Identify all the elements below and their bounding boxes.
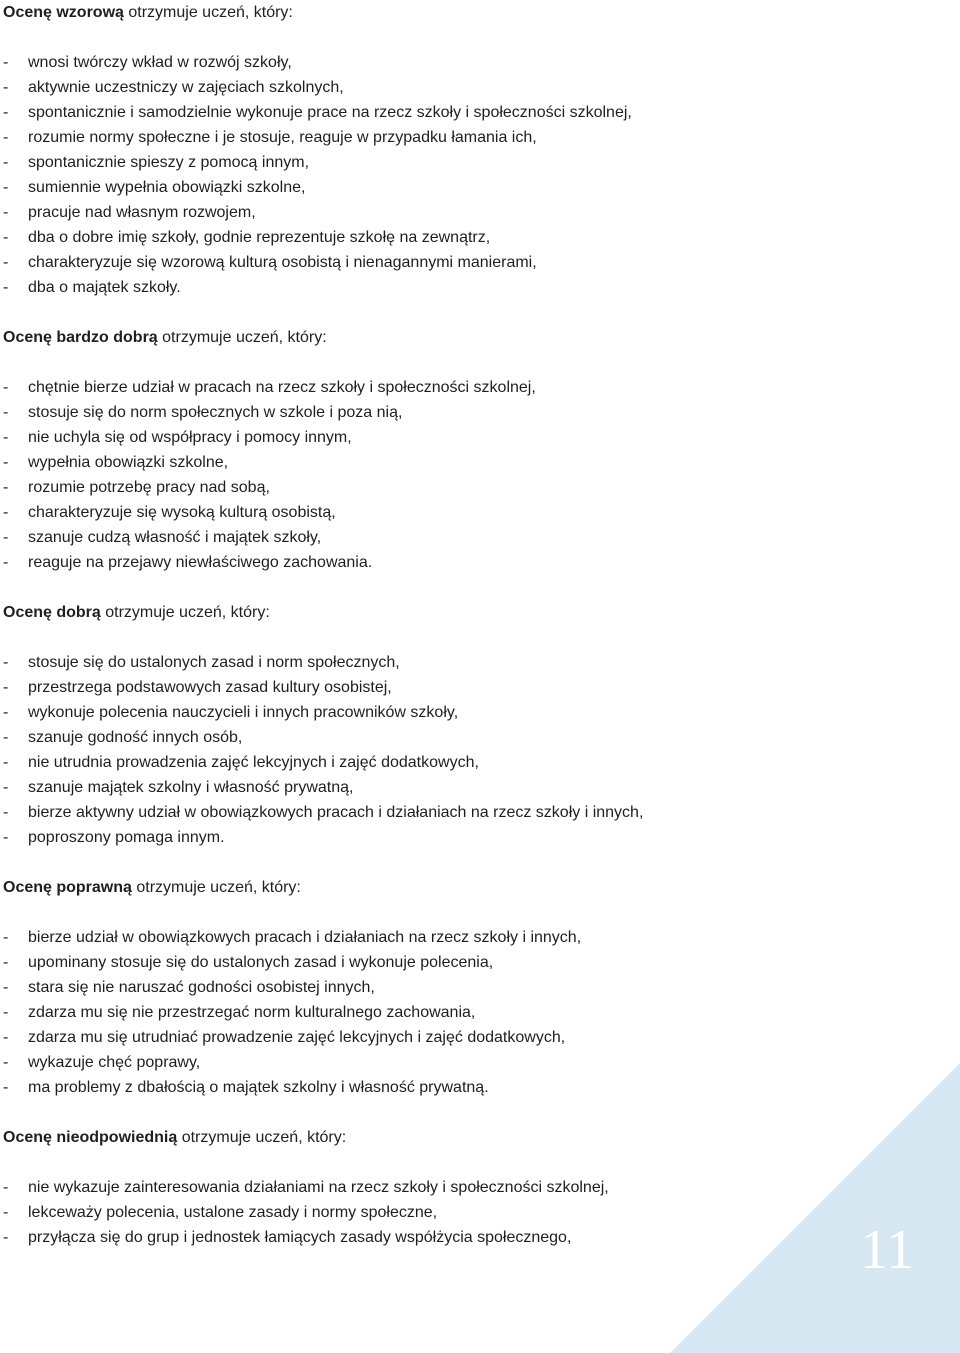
- dash-bullet: -: [3, 1029, 9, 1046]
- list-item-text: poproszony pomaga innym.: [28, 829, 225, 846]
- dash-bullet: -: [3, 1179, 9, 1196]
- list-item: [3, 75, 943, 100]
- dash-bullet: -: [3, 804, 9, 821]
- list-item: [3, 1000, 943, 1025]
- list-item: [3, 950, 943, 975]
- dash-bullet: -: [3, 504, 9, 521]
- criteria-list: [3, 1175, 943, 1250]
- list-item-text: zdarza mu się nie przestrzegać norm kulturalnego zachowania,: [28, 1004, 476, 1021]
- list-item: [3, 1050, 943, 1075]
- list-item: [3, 400, 943, 425]
- list-item-text: reaguje na przejawy niewłaściwego zachowania.: [28, 554, 373, 571]
- list-item: [3, 425, 943, 450]
- spacer: [3, 900, 943, 925]
- criteria-list: [3, 50, 943, 300]
- list-item: [3, 225, 943, 250]
- list-item: [3, 550, 943, 575]
- list-item: [3, 975, 943, 1000]
- grade-section: [3, 1125, 943, 1250]
- dash-bullet: -: [3, 129, 9, 146]
- dash-bullet: -: [3, 679, 9, 696]
- list-item-text: zdarza mu się utrudniać prowadzenie zajęć lekcyjnych i zajęć dodatkowych,: [28, 1029, 566, 1046]
- list-item: [3, 1225, 943, 1250]
- list-item-text: dba o majątek szkoły.: [28, 279, 181, 296]
- list-item: [3, 650, 943, 675]
- list-item-text: spontanicznie spieszy z pomocą innym,: [28, 154, 310, 171]
- list-item: [3, 825, 943, 850]
- dash-bullet: -: [3, 154, 9, 171]
- dash-bullet: -: [3, 104, 9, 121]
- list-item: [3, 250, 943, 275]
- list-item-text: wypełnia obowiązki szkolne,: [28, 454, 229, 471]
- list-item: [3, 1025, 943, 1050]
- list-item-text: bierze udział w obowiązkowych pracach i działaniach na rzecz szkoły i innych,: [28, 929, 582, 946]
- dash-bullet: -: [3, 229, 9, 246]
- list-item-text: rozumie normy społeczne i je stosuje, reaguje w przypadku łamania ich,: [28, 129, 537, 146]
- list-item-text: bierze aktywny udział w obowiązkowych pracach i działaniach na rzecz szkoły i innych,: [28, 804, 644, 821]
- grade-name: Ocenę bardzo dobrą: [3, 329, 158, 346]
- dash-bullet: -: [3, 1054, 9, 1071]
- list-item-text: nie utrudnia prowadzenia zajęć lekcyjnych i zajęć dodatkowych,: [28, 754, 479, 771]
- spacer: [3, 350, 943, 375]
- list-item: [3, 100, 943, 125]
- section-heading: [3, 600, 943, 625]
- grade-name: Ocenę wzorową: [3, 4, 124, 21]
- list-item-text: spontanicznie i samodzielnie wykonuje prace na rzecz szkoły i społeczności szkolnej,: [28, 104, 632, 121]
- grade-name: Ocenę dobrą: [3, 604, 101, 621]
- criteria-list: [3, 375, 943, 575]
- list-item-text: nie uchyla się od współpracy i pomocy innym,: [28, 429, 352, 446]
- heading-text: otrzymuje uczeń, który:: [177, 1129, 347, 1146]
- dash-bullet: -: [3, 754, 9, 771]
- list-item-text: upominany stosuje się do ustalonych zasad i wykonuje polecenia,: [28, 954, 494, 971]
- list-item-text: dba o dobre imię szkoły, godnie reprezentuje szkołę na zewnątrz,: [28, 229, 491, 246]
- dash-bullet: -: [3, 829, 9, 846]
- list-item: [3, 525, 943, 550]
- dash-bullet: -: [3, 54, 9, 71]
- list-item: [3, 125, 943, 150]
- list-item-text: wykazuje chęć poprawy,: [28, 1054, 201, 1071]
- dash-bullet: -: [3, 729, 9, 746]
- dash-bullet: -: [3, 704, 9, 721]
- list-item-text: ma problemy z dbałością o majątek szkolny i własność prywatną.: [28, 1079, 489, 1096]
- list-item: [3, 800, 943, 825]
- dash-bullet: -: [3, 929, 9, 946]
- list-item: [3, 150, 943, 175]
- spacer: [3, 850, 943, 875]
- dash-bullet: -: [3, 429, 9, 446]
- list-item-text: przyłącza się do grup i jednostek łamiących zasady współżycia społecznego,: [28, 1229, 572, 1246]
- list-item-text: aktywnie uczestniczy w zajęciach szkolnych,: [28, 79, 344, 96]
- dash-bullet: -: [3, 654, 9, 671]
- list-item: [3, 1075, 943, 1100]
- list-item-text: rozumie potrzebę pracy nad sobą,: [28, 479, 270, 496]
- list-item: [3, 200, 943, 225]
- grade-section: [3, 0, 943, 325]
- list-item-text: wnosi twórczy wkład w rozwój szkoły,: [28, 54, 292, 71]
- grade-section: [3, 600, 943, 875]
- criteria-list: [3, 650, 943, 850]
- list-item: [3, 500, 943, 525]
- list-item: [3, 175, 943, 200]
- list-item: [3, 725, 943, 750]
- heading-text: otrzymuje uczeń, który:: [123, 4, 293, 21]
- list-item: [3, 1175, 943, 1200]
- dash-bullet: -: [3, 179, 9, 196]
- list-item-text: nie wykazuje zainteresowania działaniami na rzecz szkoły i społeczności szkolnej,: [28, 1179, 609, 1196]
- grade-section: [3, 875, 943, 1125]
- dash-bullet: -: [3, 1204, 9, 1221]
- list-item-text: przestrzega podstawowych zasad kultury osobistej,: [28, 679, 392, 696]
- dash-bullet: -: [3, 979, 9, 996]
- spacer: [3, 1100, 943, 1125]
- list-item: [3, 750, 943, 775]
- heading-text: otrzymuje uczeń, który:: [131, 879, 301, 896]
- list-item-text: szanuje majątek szkolny i własność prywatną,: [28, 779, 354, 796]
- list-item: [3, 50, 943, 75]
- list-item-text: charakteryzuje się wzorową kulturą osobistą i nienagannymi manierami,: [28, 254, 537, 271]
- list-item-text: wykonuje polecenia nauczycieli i innych pracowników szkoły,: [28, 704, 459, 721]
- dash-bullet: -: [3, 79, 9, 96]
- spacer: [3, 1150, 943, 1175]
- list-item-text: szanuje cudzą własność i majątek szkoły,: [28, 529, 322, 546]
- list-item: [3, 275, 943, 300]
- list-item-text: pracuje nad własnym rozwojem,: [28, 204, 256, 221]
- list-item: [3, 925, 943, 950]
- list-item: [3, 475, 943, 500]
- criteria-list: [3, 925, 943, 1100]
- dash-bullet: -: [3, 254, 9, 271]
- grade-name: Ocenę poprawną: [3, 879, 132, 896]
- dash-bullet: -: [3, 279, 9, 296]
- spacer: [3, 25, 943, 50]
- dash-bullet: -: [3, 554, 9, 571]
- dash-bullet: -: [3, 204, 9, 221]
- dash-bullet: -: [3, 1079, 9, 1096]
- dash-bullet: -: [3, 1004, 9, 1021]
- list-item: [3, 1200, 943, 1225]
- section-heading: [3, 325, 943, 350]
- dash-bullet: -: [3, 379, 9, 396]
- list-item-text: stara się nie naruszać godności osobistej innych,: [28, 979, 375, 996]
- dash-bullet: -: [3, 954, 9, 971]
- list-item: [3, 375, 943, 400]
- dash-bullet: -: [3, 454, 9, 471]
- list-item-text: chętnie bierze udział w pracach na rzecz szkoły i społeczności szkolnej,: [28, 379, 536, 396]
- spacer: [3, 575, 943, 600]
- heading-text: otrzymuje uczeń, który:: [157, 329, 327, 346]
- page-number: 11: [860, 1219, 914, 1281]
- list-item-text: lekceważy polecenia, ustalone zasady i normy społeczne,: [28, 1204, 438, 1221]
- section-heading: [3, 0, 943, 25]
- dash-bullet: -: [3, 479, 9, 496]
- list-item-text: stosuje się do norm społecznych w szkole i poza nią,: [28, 404, 403, 421]
- dash-bullet: -: [3, 529, 9, 546]
- grade-section: [3, 325, 943, 600]
- list-item: [3, 700, 943, 725]
- grading-criteria: [3, 0, 943, 1250]
- grade-name: Ocenę nieodpowiednią: [3, 1129, 178, 1146]
- list-item-text: sumiennie wypełnia obowiązki szkolne,: [28, 179, 306, 196]
- list-item: [3, 775, 943, 800]
- dash-bullet: -: [3, 1229, 9, 1246]
- spacer: [3, 300, 943, 325]
- heading-text: otrzymuje uczeń, który:: [100, 604, 270, 621]
- section-heading: [3, 1125, 943, 1150]
- section-heading: [3, 875, 943, 900]
- list-item-text: szanuje godność innych osób,: [28, 729, 243, 746]
- dash-bullet: -: [3, 779, 9, 796]
- dash-bullet: -: [3, 404, 9, 421]
- list-item: [3, 675, 943, 700]
- list-item-text: stosuje się do ustalonych zasad i norm społecznych,: [28, 654, 400, 671]
- spacer: [3, 625, 943, 650]
- list-item-text: charakteryzuje się wysoką kulturą osobistą,: [28, 504, 336, 521]
- list-item: [3, 450, 943, 475]
